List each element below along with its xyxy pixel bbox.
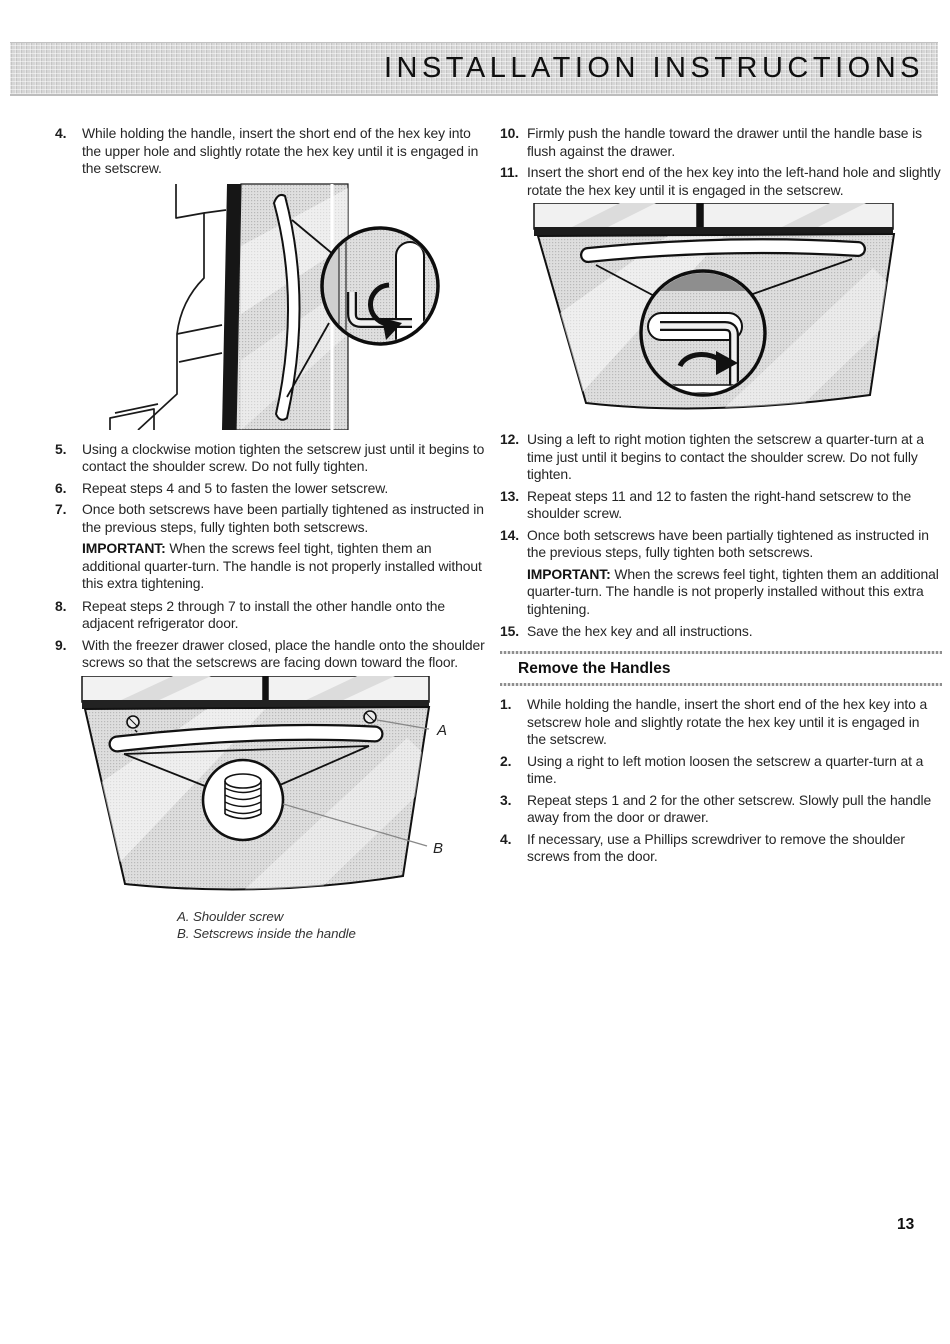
page-number: 13: [897, 1216, 915, 1233]
refrigerator-interior: [110, 184, 226, 430]
step-text: If necessary, use a Phillips screwdriver to remove the shoulder screws from the door.: [527, 830, 905, 864]
step-15: [500, 623, 942, 641]
label-a: A: [437, 721, 447, 739]
step-number: 5.: [55, 440, 67, 457]
step-11: [500, 164, 942, 199]
step-text: Using a right to left motion loosen the setscrew a quarter-turn at a time.: [527, 752, 924, 786]
step-text: Repeat steps 2 through 7 to install the other handle onto the adjacent refrigerator door.: [82, 597, 446, 631]
step-number: 7.: [55, 501, 67, 517]
step-text: Repeat steps 4 and 5 to fasten the lower setscrew.: [82, 479, 389, 496]
step-text: Insert the short end of the hex key into the left-hand hole and slightly rotate the hex key until it is engaged in the setscrew.: [527, 164, 941, 198]
step-text: Using a clockwise motion tighten the setscrew just until it begins to contact the shoulder screw. Do not fully tighten.: [82, 440, 485, 474]
step-number: 8.: [55, 597, 67, 614]
step-text: Save the hex key and all instructions.: [527, 623, 753, 639]
section-title: Remove the Handles: [518, 659, 671, 677]
step-number: 2.: [500, 752, 512, 769]
step-text: Using a left to right motion tighten the setscrew a quarter-turn at a time just until it begins to contact the shoulder screw. Do not fully tighten.: [527, 431, 924, 482]
step-8: [55, 598, 485, 633]
left-column: [55, 125, 485, 942]
step-4: [55, 125, 485, 178]
step-number: 3.: [500, 791, 512, 808]
step-7: [55, 501, 485, 536]
page-title: INSTALLATION INSTRUCTIONS: [383, 52, 924, 84]
step-text: Repeat steps 11 and 12 to fasten the right-hand setscrew to the shoulder screw.: [527, 487, 912, 521]
step-number: 10.: [500, 125, 520, 141]
figure-caption: [177, 908, 485, 942]
step-number: 11.: [500, 164, 519, 180]
remove-step-3: [500, 792, 942, 827]
step-number: 4.: [55, 125, 67, 141]
important-text: When the screws feel tight, tighten them an additional quarter-turn. The handle is not properly installed without this extra tightening.: [527, 565, 939, 617]
figure-drawer-setscrew-tighten: [528, 203, 920, 423]
important-text: When the screws feel tight, tighten them an additional quarter-turn. The handle is not properly installed without this extra tightening.: [82, 540, 482, 591]
step-number: 6.: [55, 479, 67, 496]
figure-door-handle-install: [80, 182, 455, 430]
step-number: 13.: [500, 487, 520, 504]
step-text: Firmly push the handle toward the drawer until the handle base is flush against the drawer.: [527, 125, 923, 159]
remove-step-1: [500, 696, 942, 749]
refrigerator-doors: [534, 203, 893, 229]
step-text: While holding the handle, insert the short end of the hex key into the upper hole and slightly rotate the hex key until it is engaged in the setscrew.: [82, 125, 479, 176]
step-10: [500, 125, 942, 160]
step-number: 12.: [500, 431, 520, 447]
important-label: IMPORTANT:: [527, 565, 611, 582]
important-note: [500, 566, 942, 619]
caption-line-b: B. Setscrews inside the handle: [177, 925, 356, 941]
remove-step-2: [500, 753, 942, 788]
step-number: 9.: [55, 636, 67, 653]
step-text: Once both setscrews have been partially tightened as instructed in the previous steps, fully tighten both setscrews.: [527, 526, 929, 560]
important-note: [55, 540, 485, 593]
section-divider-bottom: [500, 683, 942, 686]
step-text: While holding the handle, insert the short end of the hex key into a setscrew hole and slightly rotate the hex key until it is engaged in the setscrew.: [527, 696, 928, 747]
step-13: [500, 488, 942, 523]
step-number: 14.: [500, 526, 520, 543]
step-text: Repeat steps 1 and 2 for the other setscrew. Slowly pull the handle away from the door or drawer.: [527, 791, 932, 825]
step-number: 15.: [500, 623, 520, 639]
magnifier-setscrew: [203, 760, 283, 840]
page-header: [10, 42, 938, 96]
step-text: With the freezer drawer closed, place the handle onto the shoulder screws so that the setscrews are facing down toward the floor.: [82, 636, 485, 670]
caption-line-a: A. Shoulder screw: [177, 908, 284, 924]
remove-step-4: [500, 831, 942, 866]
step-text: Once both setscrews have been partially tightened as instructed in the previous steps, fully tighten both setscrews.: [82, 501, 484, 535]
step-number: 1.: [500, 696, 512, 712]
step-12: [500, 431, 942, 484]
step-14: [500, 527, 942, 562]
step-5: [55, 441, 485, 476]
important-label: IMPORTANT:: [82, 540, 166, 556]
step-9: [55, 637, 485, 672]
step-number: 4.: [500, 830, 512, 847]
step-6: [55, 480, 485, 498]
refrigerator-doors: [82, 676, 429, 702]
label-b: B: [433, 839, 443, 857]
right-column: [500, 125, 942, 870]
figure-drawer-handle-placement: [77, 676, 462, 900]
